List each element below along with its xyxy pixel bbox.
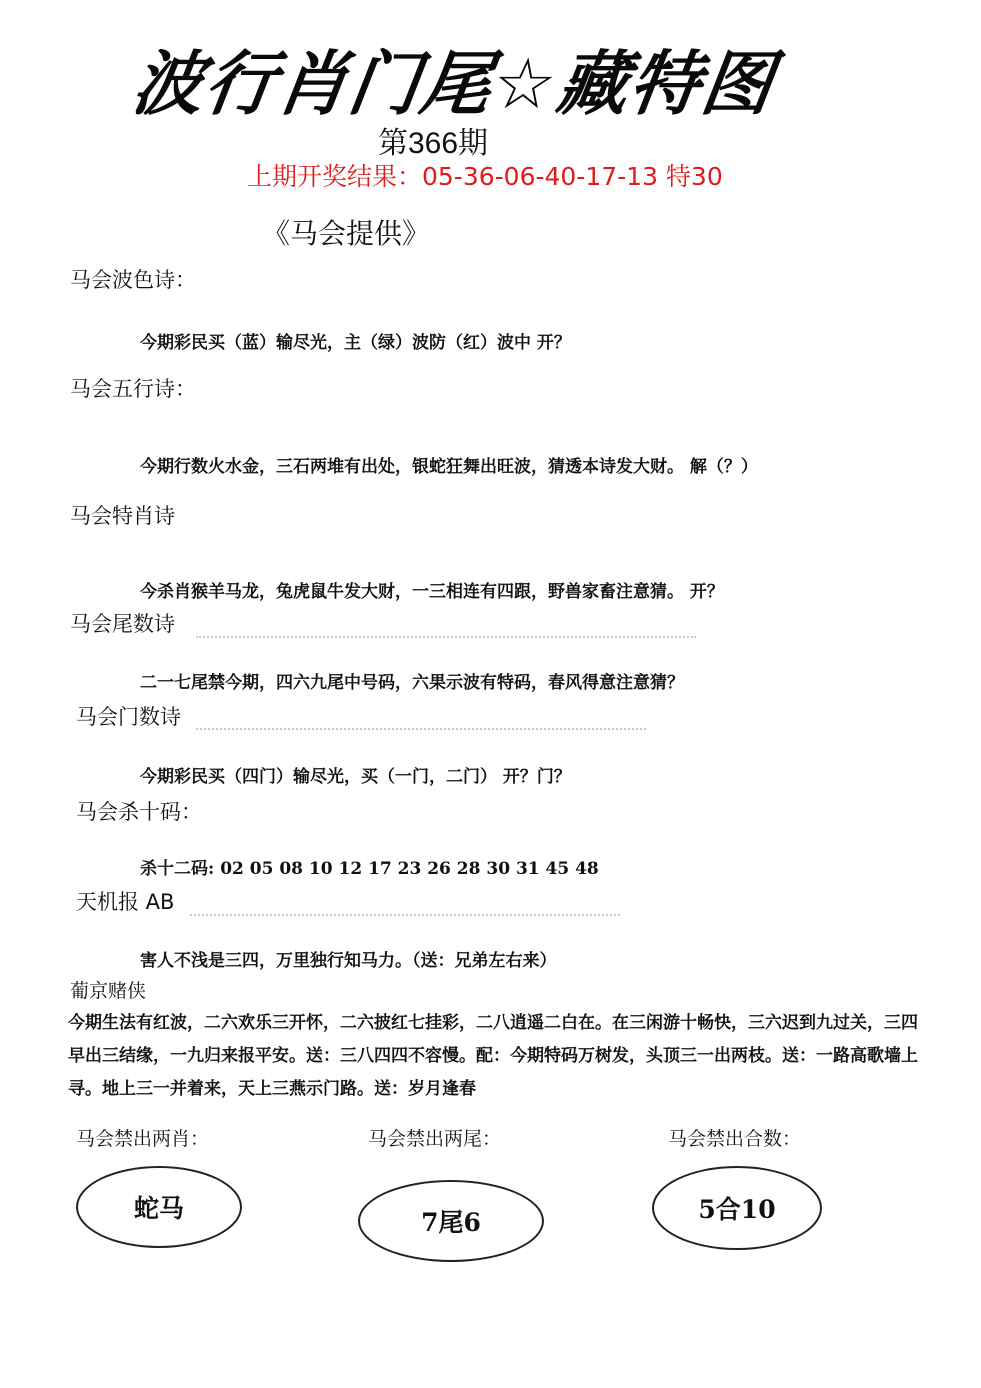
section-heading-kill-codes: 马会杀十码：	[76, 800, 202, 824]
section-text-color-poem: 今期彩民买（蓝）输尽光，主（绿）波防（红）波中 开？	[140, 333, 571, 353]
gambler-paragraph: 今期生法有红波，二六欢乐三开怀，二六披红七挂彩，二八逍遥二白在。在三闲游十畅快，三六迟到九过关，三四早出三结缘，一九归来报平安。送：三八四四不容慢。配：今期特码万树发，头顶三一出两枝。送：一路高歌墙上寻。地上三一并着来，天上三燕示门路。送：岁月逢春	[68, 1013, 918, 1099]
gambler-heading: 葡京赌侠	[70, 980, 147, 1002]
ban-label-tail: 马会禁出两尾：	[368, 1128, 502, 1150]
ban-label-sum: 马会禁出合数：	[668, 1128, 802, 1150]
last-result: 上期开奖结果：05-36-06-40-17-13 特30	[247, 162, 723, 191]
ban-value-zodiac: 蛇马	[133, 1194, 184, 1223]
section-heading-element-poem: 马会五行诗：	[70, 377, 196, 401]
divider	[190, 914, 620, 916]
page-title: 波行肖门尾☆藏特图	[127, 43, 780, 125]
section-text-door-poem: 今期彩民买（四门）输尽光，买（一门，二门） 开？门？	[140, 767, 571, 787]
provider-label: 《马会提供》	[262, 218, 431, 249]
ban-value-tail: 7尾6	[421, 1208, 481, 1237]
section-text-heaven-report: 害人不浅是三四，万里独行知马力。（送：兄弟左右来）	[140, 951, 557, 971]
section-text-tail-poem: 二一七尾禁今期，四六九尾中号码，六果示波有特码，春风得意注意猜？	[140, 673, 684, 693]
section-text-zodiac-poem: 今杀肖猴羊马龙，兔虎鼠牛发大财，一三相连有四跟，野兽家畜注意猜。 开？	[140, 582, 724, 602]
ban-value-sum: 5合10	[698, 1195, 776, 1224]
section-heading-heaven-report: 天机报 AB	[76, 890, 175, 914]
issue-number: 第366期	[378, 127, 489, 160]
ban-oval-tail	[358, 1180, 544, 1262]
section-heading-zodiac-poem: 马会特肖诗	[70, 504, 175, 528]
section-heading-color-poem: 马会波色诗：	[70, 268, 196, 292]
section-text-kill-codes: 杀十二码: 02 05 08 10 12 17 23 26 28 30 31 45 48	[140, 859, 599, 879]
divider	[196, 636, 696, 638]
ban-label-zodiac: 马会禁出两肖：	[76, 1128, 210, 1150]
section-heading-tail-poem: 马会尾数诗	[70, 612, 175, 636]
section-text-element-poem: 今期行数火水金，三石两堆有出处，银蛇狂舞出旺波，猜透本诗发大财。 解（？）	[140, 457, 758, 477]
section-heading-door-poem: 马会门数诗	[76, 705, 181, 729]
ban-oval-zodiac	[76, 1166, 242, 1248]
divider	[196, 728, 646, 730]
ban-oval-sum	[652, 1166, 822, 1250]
